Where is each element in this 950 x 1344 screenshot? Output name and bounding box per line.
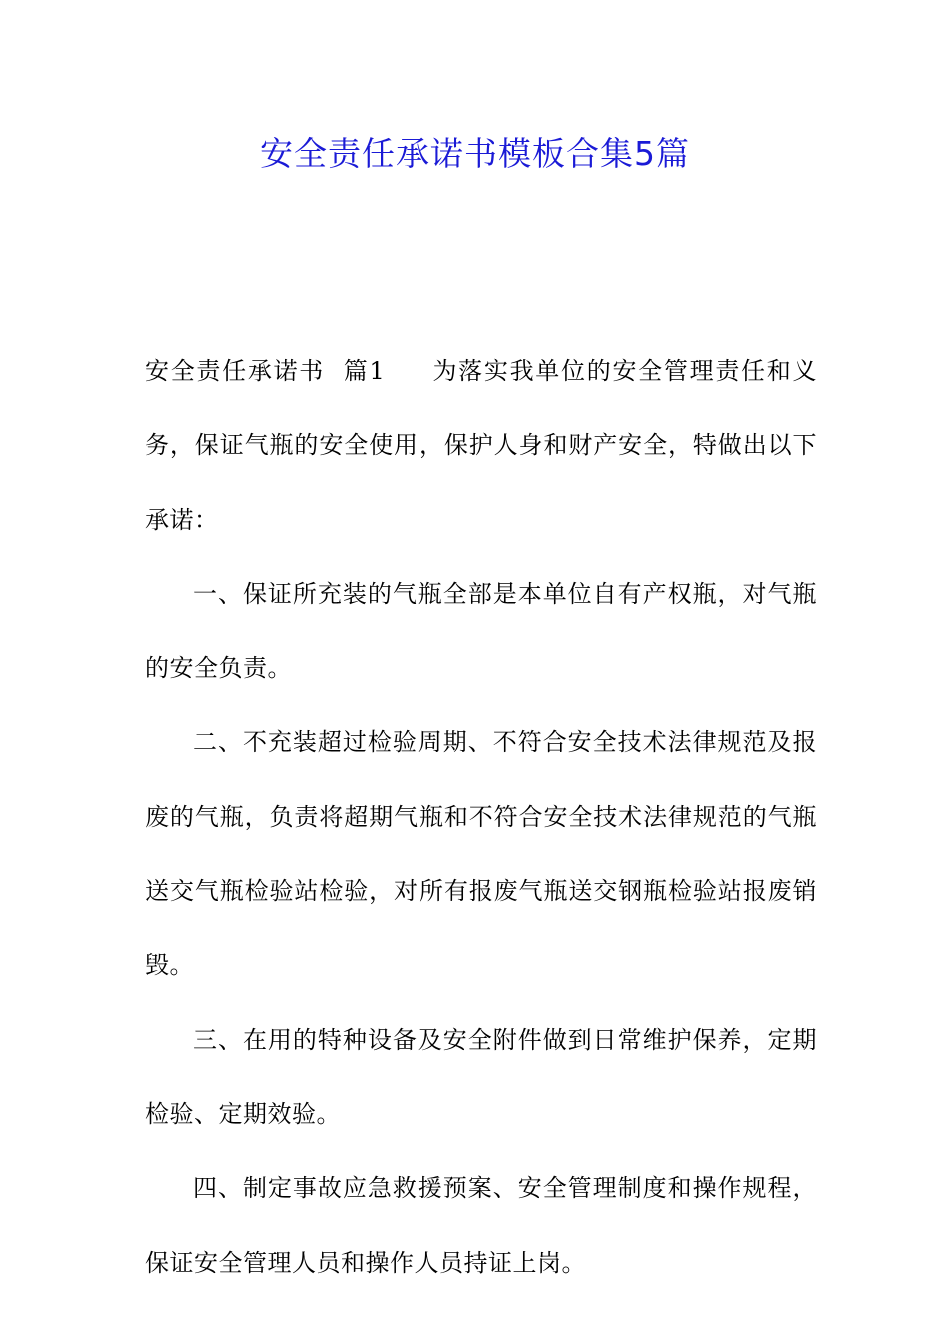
document-body xyxy=(145,334,817,1300)
paragraph-item: 一、保证所充装的气瓶全部是本单位自有产权瓶，对气瓶的安全负责。 xyxy=(145,579,817,683)
document-title: 安全责任承诺书模板合集5篇 xyxy=(260,134,690,173)
section-heading: 安全责任承诺书 篇1 xyxy=(145,357,386,385)
paragraph-item: 二、不充装超过检验周期、不符合安全技术法律规范及报废的气瓶，负责将超期气瓶和不符合安全技术法律规范的气瓶送交气瓶检验站检验，对所有报废气瓶送交钢瓶检验站报废销毁。 xyxy=(145,728,817,980)
intro-text: 为落实我单位的安全管理责任和义务，保证气瓶的安全使用，保护人身和财产安全，特做出以下承诺： xyxy=(145,357,817,534)
intro-paragraph xyxy=(145,334,817,557)
paragraph-item: 三、在用的特种设备及安全附件做到日常维护保养，定期检验、定期效验。 xyxy=(145,1025,817,1128)
paragraph-item: 四、制定事故应急救援预案、安全管理制度和操作规程，保证安全管理人员和操作人员持证上岗。 xyxy=(145,1174,817,1277)
